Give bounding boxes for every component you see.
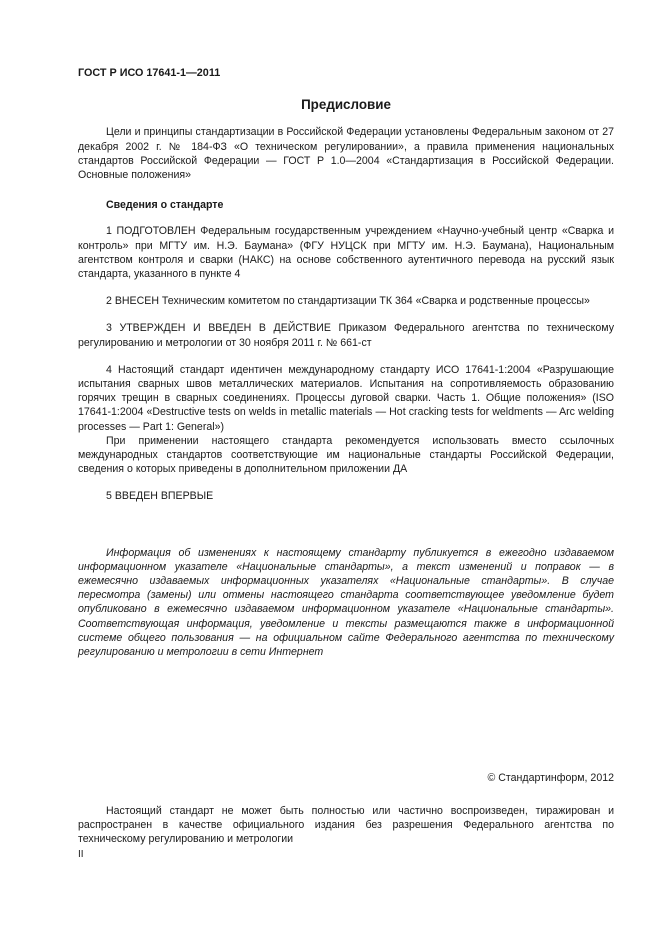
document-page	[78, 66, 614, 846]
document-header: ГОСТ Р ИСО 17641-1—2011	[78, 67, 221, 79]
item-1-paragraph: 1 ПОДГОТОВЛЕН Федеральным государственным учреждением «Научно-учебный центр «Сварка и контроль» при МГТУ им. Н.Э. Баумана» (ФГУ НУЦСК при МГТУ им. Н.Э. Баумана), Национальным агентством контроля и сварки (НАКС) на основе собственного аутентичного перевода на русский язык стандарта, указанного в пункте 4	[78, 225, 614, 281]
section-title: Сведения о стандарте	[106, 199, 224, 212]
item-4-paragraph: 4 Настоящий стандарт идентичен международному стандарту ИСО 17641-1:2004 «Разрушающие испытания сварных швов металлических материалов. Испытания на сопротивляемость образованию горячих трещин в сварных соединениях. Процессы дуговой сварки. Часть 1. Общие положения» (ISO 17641-1:2004 «Destructive tests on welds in metallic materials — Hot cracking tests for weldments — Arc welding processes — Part 1: General»)	[78, 363, 614, 433]
copyright-paragraph: Настоящий стандарт не может быть полностью или частично воспроизведен, тиражирован и распространен в качестве официального издания без разрешения Федерального агентства по техническому регулированию и метрологии	[78, 804, 614, 845]
item-3-paragraph: 3 УТВЕРЖДЕН И ВВЕДЕН В ДЕЙСТВИЕ Приказом Федерального агентства по техническому регулированию и метрологии от 30 ноября 2011 г. № 661-ст	[78, 322, 614, 349]
intro-paragraph: Цели и принципы стандартизации в Российской Федерации установлены Федеральным законом от 27 декабря 2002 г. № 184-ФЗ «О техническом регулировании», а правила применения национальных стандартов Российской Федерации — ГОСТ Р 1.0—2004 «Стандартизация в Российской Федерации. Основные положения»	[78, 126, 614, 182]
item-4-note-paragraph: При применении настоящего стандарта рекомендуется использовать вместо ссылочных международных стандартов соответствующие им национальные стандарты Российской Федерации, сведения о которых приведены в дополнительном приложении ДА	[78, 434, 614, 476]
page-number: II	[78, 849, 84, 860]
item-2-paragraph: 2 ВНЕСЕН Техническим комитетом по стандартизации ТК 364 «Сварка и родственные процессы»	[106, 295, 590, 308]
page-title: Предисловие	[301, 97, 391, 113]
info-paragraph: Информация об изменениях к настоящему стандарту публикуется в ежегодно издаваемом информационном указателе «Национальные стандарты», а текст изменений и поправок — в ежемесячно издаваемых информационных указателях «Национальные стандарты». В случае пересмотра (замены) или отмены настоящего стандарта соответствующее уведомление будет опубликовано в ежемесячно издаваемом информационном указателе «Национальные стандарты». Соответствующая информация, уведомление и тексты размещаются также в информационной системе общего пользования — на официальном сайте Федерального агентства по техническому регулированию и метрологии в сети Интернет	[78, 546, 614, 659]
item-5-paragraph: 5 ВВЕДЕН ВПЕРВЫЕ	[106, 490, 214, 503]
copyright-line: © Стандартинформ, 2012	[487, 772, 614, 785]
